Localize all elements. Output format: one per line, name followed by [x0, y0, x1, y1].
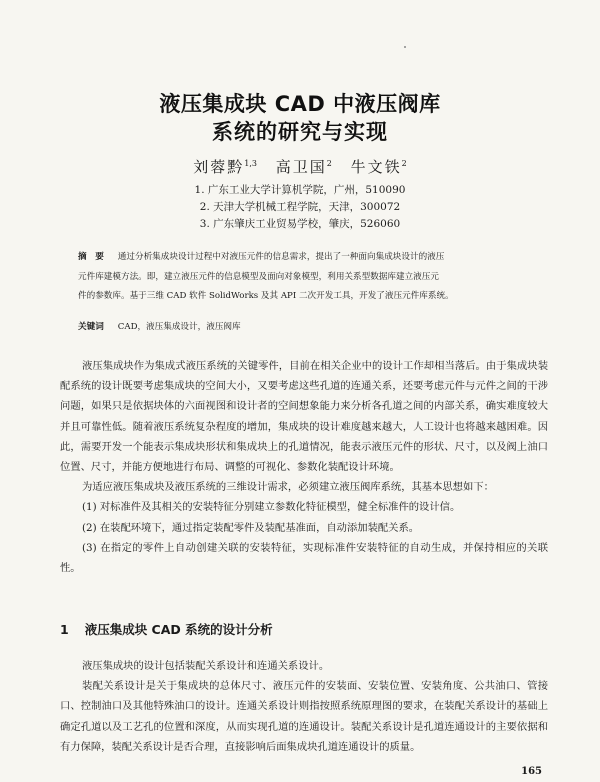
abstract-line: 通过分析集成块设计过程中对液压元件的信息需求，提出了一种面向集成块设计的液压	[117, 252, 445, 262]
affiliation-3: 3. 广东肇庆工业贸易学校，肇庆，526060	[199, 218, 401, 230]
paragraph: 液压集成块的设计包括装配关系设计和连通关系设计。	[82, 660, 330, 672]
author-3: 牛文铁$^2$	[350, 158, 407, 176]
paper-title-line-2: 系统的研究与实现	[212, 120, 388, 144]
body-text-intro	[60, 356, 548, 578]
keywords	[78, 320, 241, 332]
author-list	[0, 156, 600, 177]
author-1: 刘蓉黔$^{1,3}$	[193, 158, 257, 176]
keywords-label: 关键词	[78, 322, 104, 332]
paragraph: 为适应液压集成块及液压系统的三维设计需求，必须建立液压阀库系统，其基本思想如下：	[82, 481, 494, 494]
keywords-text: CAD，液压集成设计，液压阀库	[117, 322, 241, 332]
scan-speck	[404, 46, 406, 48]
abstract-line: 件的参数库。基于三维 CAD 软件 SolidWorks 及其 API 二次开发工具，开发了液压元件库系统。	[78, 291, 454, 301]
paper-title-line-1: 液压集成块 CAD 中液压阀库	[159, 92, 441, 116]
abstract-line: 元件库建模方法。即，建立液压元件的信息模型及面向对象模型，利用关系型数据库建立液压元	[78, 271, 439, 282]
paragraph: 装配关系设计是关于集成块的总体尺寸、液压元件的安装面、安装位置、安装角度、公共油口、管接口、控制油口及其他特殊油口的设计。连通关系设计则指按照系统原理图的要求，在装配关系设计的基础上确定孔道以及工艺孔的位置和深度，从而实现孔道的连通设计。装配关系设计是孔道连通设计的主要依据和有力保障，装配关系设计是否合理，直接影响后面集成块孔道连通设计的质量。	[60, 680, 548, 753]
author-2: 高卫国$^2$	[275, 158, 332, 176]
page-number: 165	[521, 766, 542, 777]
list-item: (3) 在指定的零件上自动创建关联的安装特征，实现标准件安装特征的自动生成，并保持相应的关联性。	[60, 541, 548, 575]
paragraph: 液压集成块作为集成式液压系统的关键零件，目前在相关企业中的设计工作却相当落后。由于集成块装配系统的设计既要考虑集成块的空间大小，又要考虑这些孔道的连通关系，还要考虑元件与元件之间的干涉问题，如果只是依据块体的六面视图和设计者的空间想象能力来分析各孔道之间的内部关系，确实难度较大并且可靠性低。随着液压系统复杂程度的增加，集成块的设计难度越来越大，人工设计也将越来越困难。因此，需要开发一个能表示集成块形状和集成块上的孔道情况，能表示液压元件的形状、尺寸，以及阀上油口位置、尺寸，并能方便地进行布局、调整的可视化、参数化装配设计环境。	[60, 360, 548, 474]
list-item: (1) 对标准件及其相关的安装特征分别建立参数化特征模型，健全标准件的设计信。	[82, 501, 461, 514]
section-number: 1	[60, 622, 69, 637]
affiliation-2: 2. 天津大学机械工程学院，天津，300072	[199, 201, 401, 213]
section-heading	[60, 620, 273, 638]
list-item: (2) 在装配环境下，通过指定装配零件及装配基准面，自动添加装配关系。	[82, 521, 420, 534]
affiliation-1: 1. 广东工业大学计算机学院，广州，510090	[194, 184, 406, 196]
body-text-section-1	[60, 656, 548, 757]
section-title: 液压集成块 CAD 系统的设计分析	[84, 622, 273, 637]
abstract-label: 摘 要	[78, 252, 104, 262]
abstract	[78, 248, 528, 307]
